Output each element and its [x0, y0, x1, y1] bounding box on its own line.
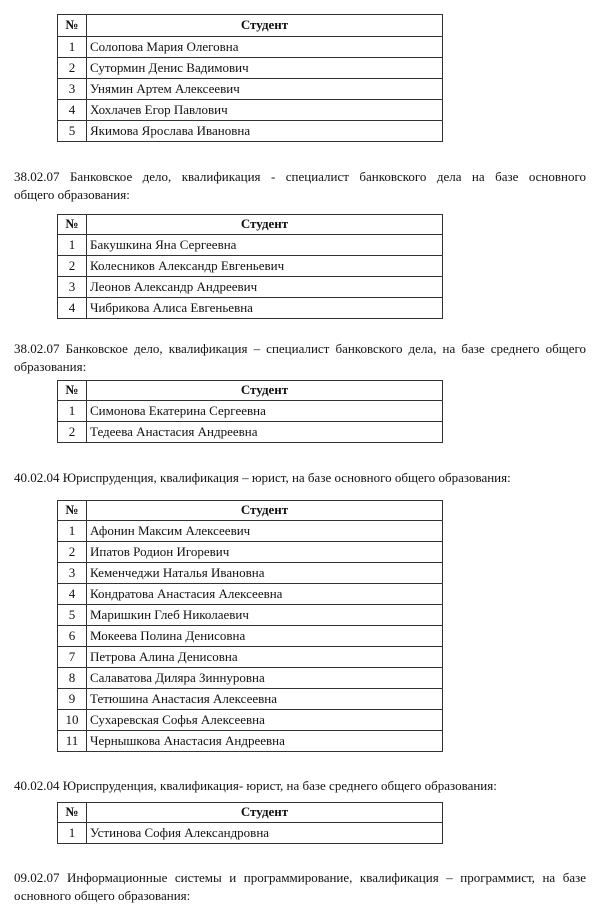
student-name: Маришкин Глеб Николаевич	[87, 605, 443, 626]
student-name: Колесников Александр Евгеньевич	[87, 256, 443, 277]
section-heading	[14, 777, 586, 795]
table-row	[58, 256, 443, 277]
table-row	[58, 422, 443, 443]
student-table-2	[57, 214, 443, 319]
student-name: Петрова Алина Денисовна	[87, 647, 443, 668]
heading-line: 09.02.07 Информационные системы и программирование, квалификация – программист, на базе	[14, 870, 586, 885]
row-number: 2	[58, 542, 87, 563]
table-row	[58, 58, 443, 79]
student-name: Ипатов Родион Игоревич	[87, 542, 443, 563]
student-table-1	[57, 14, 443, 142]
row-number: 9	[58, 689, 87, 710]
row-number: 10	[58, 710, 87, 731]
column-header-student: Студент	[87, 215, 443, 235]
table-row	[58, 298, 443, 319]
row-number: 2	[58, 422, 87, 443]
heading-line: образования:	[14, 359, 87, 374]
student-name: Солопова Мария Олеговна	[87, 37, 443, 58]
row-number: 6	[58, 626, 87, 647]
heading-line: основного общего образования:	[14, 888, 191, 903]
column-header-number: №	[58, 803, 87, 823]
table-row	[58, 563, 443, 584]
column-header-student: Студент	[87, 803, 443, 823]
column-header-student: Студент	[87, 381, 443, 401]
student-table-4	[57, 500, 443, 752]
table-row	[58, 235, 443, 256]
student-name: Кондратова Анастасия Алексеевна	[87, 584, 443, 605]
table-row	[58, 121, 443, 142]
student-table-3	[57, 380, 443, 443]
student-name: Сутормин Денис Вадимович	[87, 58, 443, 79]
table-row	[58, 668, 443, 689]
table-row	[58, 37, 443, 58]
table-row	[58, 626, 443, 647]
student-name: Сухаревская Софья Алексеевна	[87, 710, 443, 731]
student-name: Чибрикова Алиса Евгеньевна	[87, 298, 443, 319]
table-row	[58, 521, 443, 542]
student-name: Устинова София Александровна	[87, 823, 443, 844]
row-number: 5	[58, 605, 87, 626]
column-header-number: №	[58, 215, 87, 235]
column-header-number: №	[58, 501, 87, 521]
row-number: 4	[58, 298, 87, 319]
column-header-student: Студент	[87, 15, 443, 37]
table-row	[58, 277, 443, 298]
student-name: Салаватова Диляра Зиннуровна	[87, 668, 443, 689]
student-name: Чернышкова Анастасия Андреевна	[87, 731, 443, 752]
section-heading	[14, 340, 586, 376]
student-name: Тетюшина Анастасия Алексеевна	[87, 689, 443, 710]
heading-line: 40.02.04 Юриспруденция, квалификация – юрист, на базе основного общего образования:	[14, 470, 511, 485]
student-name: Унямин Артем Алексеевич	[87, 79, 443, 100]
row-number: 3	[58, 277, 87, 298]
row-number: 4	[58, 100, 87, 121]
student-name: Якимова Ярослава Ивановна	[87, 121, 443, 142]
row-number: 7	[58, 647, 87, 668]
table-row	[58, 731, 443, 752]
student-name: Мокеева Полина Денисовна	[87, 626, 443, 647]
heading-line: 38.02.07 Банковское дело, квалификация - специалист банковского дела на базе основного	[14, 169, 586, 184]
table-row	[58, 542, 443, 563]
table-row	[58, 100, 443, 121]
student-name: Леонов Александр Андреевич	[87, 277, 443, 298]
table-row	[58, 605, 443, 626]
row-number: 1	[58, 823, 87, 844]
row-number: 1	[58, 235, 87, 256]
section-heading	[14, 869, 586, 905]
heading-line: 40.02.04 Юриспруденция, квалификация- юрист, на базе среднего общего образования:	[14, 778, 497, 793]
row-number: 2	[58, 256, 87, 277]
table-row	[58, 689, 443, 710]
table-row	[58, 584, 443, 605]
row-number: 4	[58, 584, 87, 605]
student-name: Кеменчеджи Наталья Ивановна	[87, 563, 443, 584]
column-header-number: №	[58, 15, 87, 37]
student-name: Бакушкина Яна Сергеевна	[87, 235, 443, 256]
section-heading	[14, 469, 586, 487]
row-number: 1	[58, 37, 87, 58]
row-number: 3	[58, 79, 87, 100]
table-row	[58, 647, 443, 668]
student-table-5	[57, 802, 443, 844]
student-name: Хохлачев Егор Павлович	[87, 100, 443, 121]
row-number: 3	[58, 563, 87, 584]
table-row	[58, 823, 443, 844]
column-header-number: №	[58, 381, 87, 401]
column-header-student: Студент	[87, 501, 443, 521]
table-row	[58, 401, 443, 422]
row-number: 8	[58, 668, 87, 689]
student-name: Тедеева Анастасия Андреевна	[87, 422, 443, 443]
row-number: 1	[58, 521, 87, 542]
row-number: 1	[58, 401, 87, 422]
heading-line: 38.02.07 Банковское дело, квалификация – специалист банковского дела, на базе среднего общего	[14, 341, 586, 356]
table-row	[58, 79, 443, 100]
section-heading	[14, 168, 586, 204]
heading-line: общего образования:	[14, 187, 130, 202]
student-name: Афонин Максим Алексеевич	[87, 521, 443, 542]
row-number: 5	[58, 121, 87, 142]
table-row	[58, 710, 443, 731]
row-number: 2	[58, 58, 87, 79]
student-name: Симонова Екатерина Сергеевна	[87, 401, 443, 422]
row-number: 11	[58, 731, 87, 752]
